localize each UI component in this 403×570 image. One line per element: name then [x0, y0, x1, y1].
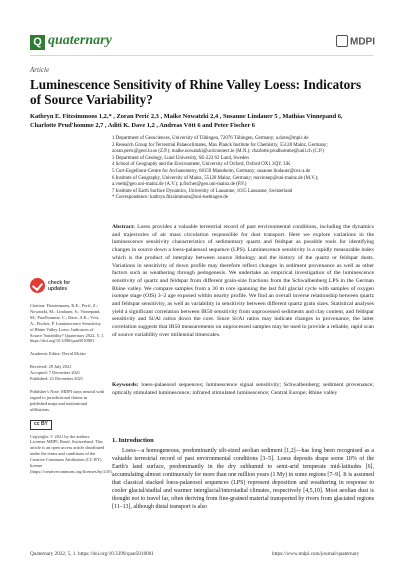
keywords: [112, 382, 374, 397]
author-list: [30, 113, 375, 130]
affiliation-1: 1 Department of Geosciences, University of Tübingen, 72076 Tübingen, Germany; a.dave@mpic.de: [112, 136, 309, 141]
authors-line-2[interactable]: Charlotte Prud'homme 2,7 , Aditi K. Dave 1,2 , Andreas Vött 6 and Peter Fischer 6: [30, 121, 255, 129]
academic-editor: Academic Editor: David Mcfair: [30, 351, 86, 357]
introduction-paragraph: Loess—a homogeneous, predominantly silt-sized aeolian sediment [1,2]—has long been recognised as a valuable terrestrial record of past environmental conditions [3–5]. Loess deposits drape some 10% of the Earth's land surface, predominantly in the dry subhumid to semi-arid temperate mid-latitudes [6], accumulating almost continuously for more than one million years (1 My) in some regions [7–9]. It is assumed that classical stacked loess-palaeosol sequences (LPS) represent deposition and weathering in response to cooler glacial/stadial and warmer interglacial/interstadial climates, respectively [4,5,10]. Most aeolian dust is thought not to travel far, often deriving from fine-grained material transported by rivers from glaciated regions [11–13], although distal transport is also: [112, 448, 374, 510]
journal-name[interactable]: quaternary: [48, 33, 112, 48]
article-type: Article: [30, 66, 50, 74]
affiliation-7: 7 Institute of Earth Surface Dynamics, University of Lausanne, 1015 Lausanne, Switzerland: [112, 188, 293, 194]
keywords-label: Keywords:: [112, 382, 139, 388]
affiliation-6: 6 Institute of Geography, University of Mainz, 55128 Mainz, Germany; mavinnep@uni-mainz.de (M.V.);: [112, 175, 319, 181]
check-label-2: updates: [48, 285, 68, 292]
article-sidebar: [30, 278, 113, 475]
publisher-note: Publisher's Note: MDPI stays neutral with regard to jurisdictional claims in published maps and institutional affiliations.: [30, 388, 105, 412]
affiliation-4: 4 School of Geography and the Environment, University of Oxford, Oxford OX1 3QY, UK: [112, 162, 291, 168]
received-date: Received: 29 July 2021: [30, 364, 72, 370]
journal-logo-icon: Q: [30, 35, 45, 50]
correspondence[interactable]: * Correspondence: kathryn.fitzsimmons@uni-tuebingen.de: [112, 195, 228, 201]
affiliation-2-cont: zoran.peric@geol.lu.se (Z.P.); maike.nowatzki@ucdconnect.ie (M.N.); charlotte.prudhomme@unil.ch (C.P.): [112, 149, 325, 155]
section-heading: 1. Introduction: [112, 437, 154, 444]
authors-line-1[interactable]: Kathryn E. Fitzsimmons 1,2,* , Zoran Perić 2,3 , Maike Nowatzki 2,4 , Susanne Lindauer 5 , Mathias Vinnepand 6,: [30, 113, 343, 120]
footer-site[interactable]: https://www.mdpi.com/journal/quaternary: [272, 551, 360, 557]
check-for-updates-badge[interactable]: [30, 278, 105, 293]
abstract-text: Loess provides a valuable terrestrial record of past environmental conditions, including the dynamics and trajectories of air mass circulation responsible for dust transport. Here we explore variations in the luminescence sensitivity characteristics of sedimentary quartz and feldspar as possible tools for identifying changes in source down a loess-palaeosol sequence (LPS). Luminescence sensitivity is a rapidly measurable index which is the product of interplay between source lithology and the history of the quartz or feldspar dusts. Variations in sensitivity of down profile may therefore reflect changes in sediment provenance as well as other factors such as weathering through pedogenesis. We undertake an empirical investigation of the luminescence sensitivity of quartz and feldspar from different grain-size fractions from the Schwalbenberg LPS in the German Rhine valley. We compare samples from a 30 m core spanning the last full glacial cycle with samples of oxygen isotope stage (OIS) 3–2 age exposed within nearby profile. We find an overall inverse relationship between quartz and feldspar sensitivity, as well as variability in sensitivity between different quartz grain sizes. Statistical analyses yield a significant correlation between IR50 sensitivity from unprocessed sediments and clay content, and feldspar sensitivity and Si/Al ratios down the core. Since Si/Al ratios may indicate changes in provenance, the latter correlation suggests that IR50 measurements on unprocessed samples may be used to provide a reliable, rapid scan of source variability over millennial timescales.: [112, 224, 375, 338]
header-divider: [30, 55, 373, 56]
published-date: Published: 21 December 2021: [30, 376, 84, 382]
footer-citation[interactable]: Quaternary 2022, 5, 1. https://doi.org/10.3390/quat5010001: [30, 551, 154, 557]
affiliation-2: 2 Research Group for Terrestrial Palaeoclimates, Max Planck Institute for Chemistry, 55128 Mainz, Germany;: [112, 142, 328, 148]
abstract: [112, 224, 374, 340]
abstract-label: Abstract:: [112, 224, 136, 230]
publisher-logo[interactable]: [336, 36, 375, 48]
publisher-name: MDPI: [350, 36, 375, 48]
journal-header: [0, 0, 403, 56]
check-updates-icon: [30, 278, 45, 293]
copyright-note[interactable]: Copyright: © 2021 by the authors. Licensee MDPI, Basel, Switzerland. This article is an open access article distributed under the terms and conditions of the Creative Commons Attribution (CC BY) license (https://creativecommons.org/licenses/by/4.0/).: [30, 433, 113, 474]
mdpi-logo-icon: [336, 35, 348, 47]
keywords-text: loess-palaeosol sequences; luminescence signal sensitivity; Schwalbenberg; sediment provenance; optically stimulated luminescence; infrared stimulated luminescence; Central Europe; Rhine valley: [112, 382, 375, 396]
cc-by-license-icon[interactable]: cc BY: [30, 420, 52, 430]
affiliation-5: 5 Curt-Engelhorn-Centre for Archaeometry, 68159 Mannheim, Germany; susanne.lindauer@cez-a.de: [112, 168, 311, 174]
article-title: Luminescence Sensitivity of Rhine Valley Loess: Indicators of Source Variability?: [30, 77, 362, 107]
affiliation-6-cont: a.voett@geo.uni-mainz.de (A.V.); p.fischer@geo.uni-mainz.de (P.F.): [112, 182, 247, 188]
citation-note[interactable]: Citation: Fitzsimmons, K.E.; Perić, Z.; Nowatzki, M.; Lindauer, S.; Vinnepand, M.; Prud'homme, C.; Dave, A.K.; Vött, A.; Fischer, P. Luminescence Sensitivity of Rhine Valley Loess: Indicators of Source Variability? Quaternary 2022, 5, 1. https://doi.org/10.3390/quat5010001: [30, 303, 105, 344]
affiliations: [112, 136, 377, 202]
accepted-date: Accepted: 7 December 2021: [30, 370, 81, 376]
affiliation-3: 3 Department of Geology, Lund University, SE-223 62 Lund, Sweden: [112, 155, 249, 161]
check-label-1: check for: [48, 279, 71, 286]
